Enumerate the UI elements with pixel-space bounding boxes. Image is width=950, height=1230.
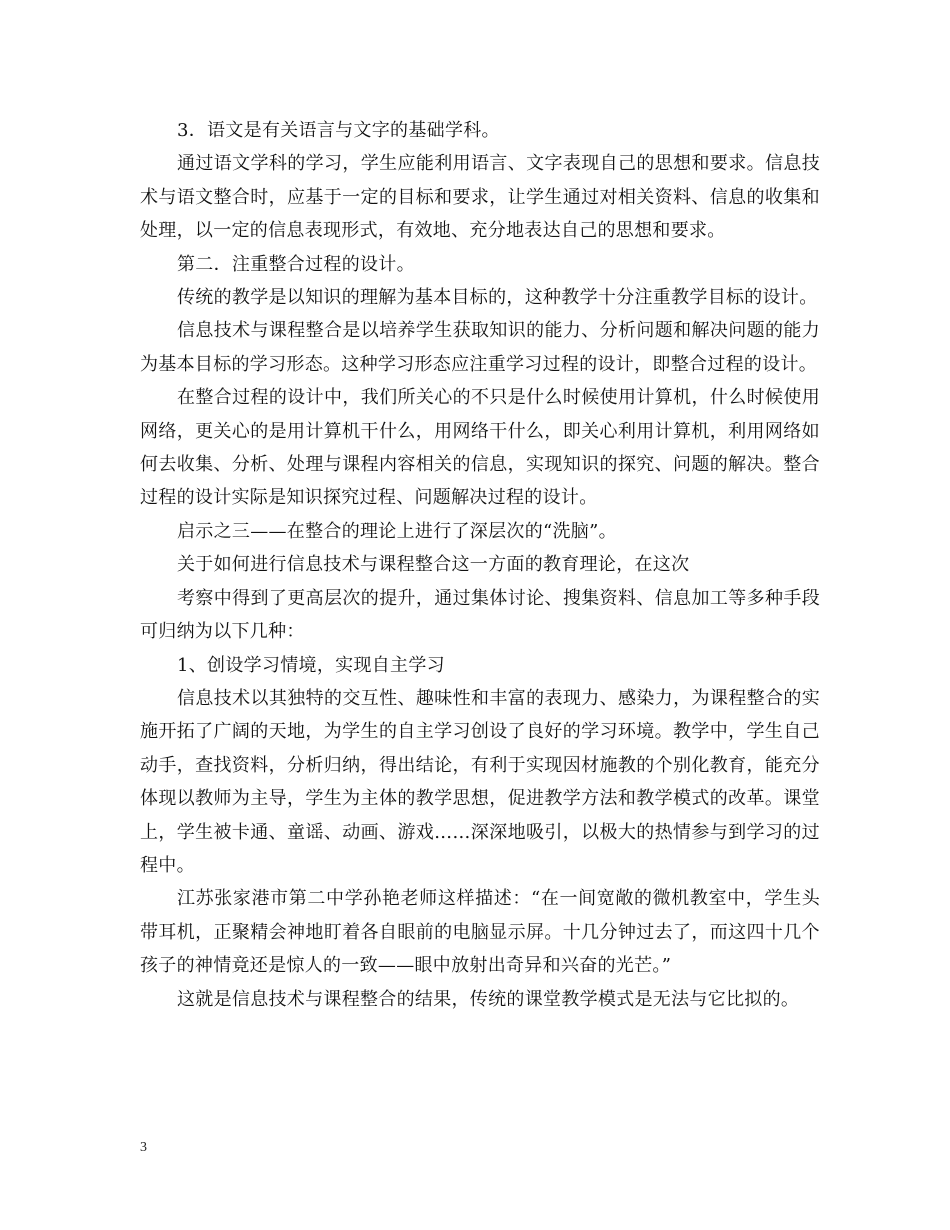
paragraph: 3．语文是有关语言与文字的基础学科。 [177, 120, 500, 141]
section-heading: 启示之三——在整合的理论上进行了深层次的“洗脑”。 [177, 520, 617, 542]
paragraph: 考察中得到了更高层次的提升，通过集体讨论、搜集资料、信息加工等多种手段可归纳为以下几种： [140, 587, 820, 643]
paragraph: 关于如何进行信息技术与课程整合这一方面的教育理论，在这次 [177, 554, 690, 576]
paragraph: 信息技术与课程整合是以培养学生获取知识的能力、分析问题和解决问题的能力为基本目标的学习形态。这种学习形态应注重学习过程的设计，即整合过程的设计。 [140, 320, 820, 375]
section-heading: 第二．注重整合过程的设计。 [177, 253, 415, 275]
page-number: 3 [140, 1140, 147, 1155]
paragraph: 这就是信息技术与课程整合的结果，传统的课堂教学模式是无法与它比拟的。 [177, 988, 800, 1010]
subsection-heading: 1、创设学习情境，实现自主学习 [177, 654, 445, 676]
document-body [140, 114, 820, 1016]
paragraph: 通过语文学科的学习，学生应能利用语言、文字表现自己的思想和要求。信息技术与语文整合时，应基于一定的目标和要求，让学生通过对相关资料、信息的收集和处理，以一定的信息表现形式，有效地、充分地表达自己的思想和要求。 [140, 153, 820, 242]
paragraph: 江苏张家港市第二中学孙艳老师这样描述：“在一间宽敞的微机教室中，学生头带耳机，正聚精会神地盯着各自眼前的电脑显示屏。十几分钟过去了，而这四十几个孩子的神情竟还是惊人的一致——眼中放射出奇异和兴奋的光芒。” [140, 888, 820, 977]
paragraph: 在整合过程的设计中，我们所关心的不只是什么时候使用计算机，什么时候使用网络，更关心的是用计算机干什么，用网络干什么，即关心利用计算机，利用网络如何去收集、分析、处理与课程内容相关的信息，实现知识的探究、问题的解决。整合过程的设计实际是知识探究过程、问题解决过程的设计。 [140, 387, 820, 509]
paragraph: 传统的教学是以知识的理解为基本目标的，这种教学十分注重教学目标的设计。 [177, 287, 818, 309]
paragraph: 信息技术以其独特的交互性、趣味性和丰富的表现力、感染力，为课程整合的实施开拓了广阔的天地，为学生的自主学习创设了良好的学习环境。教学中，学生自己动手，查找资料，分析归纳，得出结论，有利于实现因材施教的个别化教育，能充分体现以教师为主导，学生为主体的教学思想，促进教学方法和教学模式的改革。课堂上，学生被卡通、童谣、动画、游戏……深深地吸引，以极大的热情参与到学习的过程中。 [140, 687, 820, 876]
